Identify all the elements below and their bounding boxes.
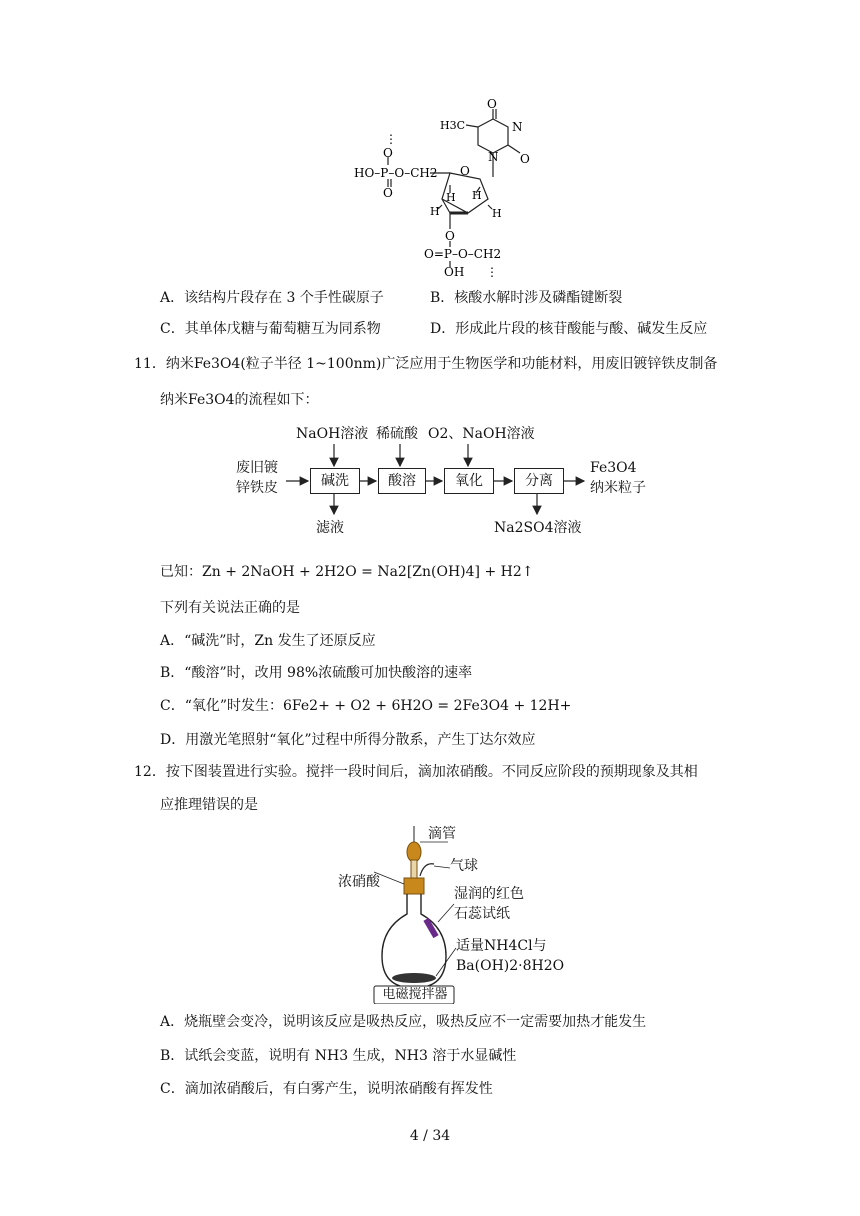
flow-step-acid-dissolve: 酸溶: [378, 468, 426, 494]
q11-option-a: A．“碱洗”时，Zn 发生了还原反应: [160, 633, 376, 649]
q12-stem-line2: 应推理错误的是: [160, 797, 258, 813]
page-number: 4 / 34: [409, 1128, 451, 1144]
label-reagent-line1: 适量NH4Cl与: [456, 938, 547, 954]
structure-dots-top: ⋮: [385, 132, 397, 146]
flow-chart: [228, 424, 688, 554]
label-reagent-line2: Ba(OH)2·8H2O: [456, 958, 565, 974]
q10-option-d: D．形成此片段的核苷酸能与酸、碱发生反应: [430, 321, 708, 337]
q12-option-a: A．烧瓶壁会变冷，说明该反应是吸热反应，吸热反应不一定需要加热才能发生: [160, 1014, 647, 1030]
q11-option-b: B．“酸溶”时，改用 98%浓硫酸可加快酸溶的速率: [160, 665, 473, 681]
flow-waste-na2so4: Na2SO4溶液: [494, 520, 582, 536]
flow-product-line2: 纳米粒子: [590, 480, 646, 496]
structure-ho-p: HO–P–O–CH2: [354, 166, 438, 180]
q11-option-c: C．“氧化”时发生：6Fe2+ + O2 + 6H2O = 2Fe3O4 + 12H+: [160, 698, 572, 714]
stopper: [404, 878, 424, 894]
dropper-bulb: [407, 842, 421, 862]
apparatus-figure: [338, 818, 588, 1004]
flow-step-separate: 分离: [514, 468, 564, 494]
solid-reagent: [392, 973, 436, 983]
label-dropper: 滴管: [428, 826, 456, 842]
label-paper-line2: 石蕊试纸: [454, 906, 510, 922]
label-stirrer: 电磁搅拌器: [382, 987, 448, 1002]
structure-h3: H: [430, 205, 440, 218]
q11-stem-line2: 纳米Fe3O4的流程如下：: [160, 392, 319, 408]
flow-waste-filtrate: 滤液: [316, 520, 344, 536]
q12-stem-line1: 12．按下图装置进行实验。搅拌一段时间后，滴加浓硝酸。不同反应阶段的预期现象及其相: [134, 764, 698, 780]
q11-question: 下列有关说法正确的是: [160, 600, 300, 616]
q11-stem-line1: 11．纳米Fe3O4(粒子半径 1~100nm)广泛应用于生物医学和功能材料，用废旧镀锌铁皮制备: [134, 356, 718, 372]
label-acid: 浓硝酸: [338, 874, 380, 890]
structure-n-ring: N: [488, 150, 499, 164]
flow-reagent-o2-naoh: O2、NaOH溶液: [428, 426, 535, 442]
q11-known-equation: 已知：Zn + 2NaOH + 2H2O = Na2[Zn(OH)4] + H2↑: [160, 564, 534, 580]
nucleotide-structure: [350, 95, 550, 280]
flow-step-oxidize: 氧化: [444, 468, 494, 494]
q10-option-c: C．其单体戊糖与葡萄糖互为同系物: [160, 321, 381, 337]
structure-dots-bottom: ⋮: [486, 265, 498, 279]
flow-step-alkali-wash: 碱洗: [310, 468, 360, 494]
q12-option-c: C．滴加浓硝酸后，有白雾产生，说明浓硝酸有挥发性: [160, 1081, 493, 1097]
q12-option-b: B．试纸会变蓝，说明有 NH3 生成，NH3 溶于水显碱性: [160, 1048, 517, 1064]
structure-nh: N: [512, 120, 523, 134]
structure-o-right: O: [520, 152, 530, 166]
q11-option-d: D．用激光笔照射“氧化”过程中所得分散系，产生丁达尔效应: [160, 732, 536, 748]
structure-o-top: O: [487, 97, 497, 111]
q10-option-a: A．该结构片段存在 3 个手性碳原子: [160, 290, 384, 306]
flow-reagent-naoh: NaOH溶液: [296, 426, 369, 442]
label-balloon: 气球: [450, 858, 478, 874]
structure-ch3: H3C: [440, 119, 466, 132]
structure-oh: OH: [444, 265, 465, 279]
flow-reagent-h2so4: 稀硫酸: [376, 426, 418, 442]
structure-o-p1: O: [383, 146, 393, 160]
flow-input-line2: 锌铁皮: [236, 480, 278, 496]
structure-h4: H: [492, 207, 502, 220]
structure-ring-o: O: [460, 164, 470, 178]
flow-product-line1: Fe3O4: [590, 460, 637, 476]
flow-input-line1: 废旧镀: [236, 460, 278, 476]
q10-option-b: B．核酸水解时涉及磷酯键断裂: [430, 290, 623, 306]
structure-o-bottom1: O: [383, 186, 393, 200]
structure-op-lower: O=P–O–CH2: [424, 247, 502, 261]
structure-h2: H: [472, 189, 482, 202]
structure-o-lower: O: [445, 229, 455, 243]
label-paper-line1: 湿润的红色: [454, 886, 524, 902]
structure-h1: H: [446, 191, 456, 204]
